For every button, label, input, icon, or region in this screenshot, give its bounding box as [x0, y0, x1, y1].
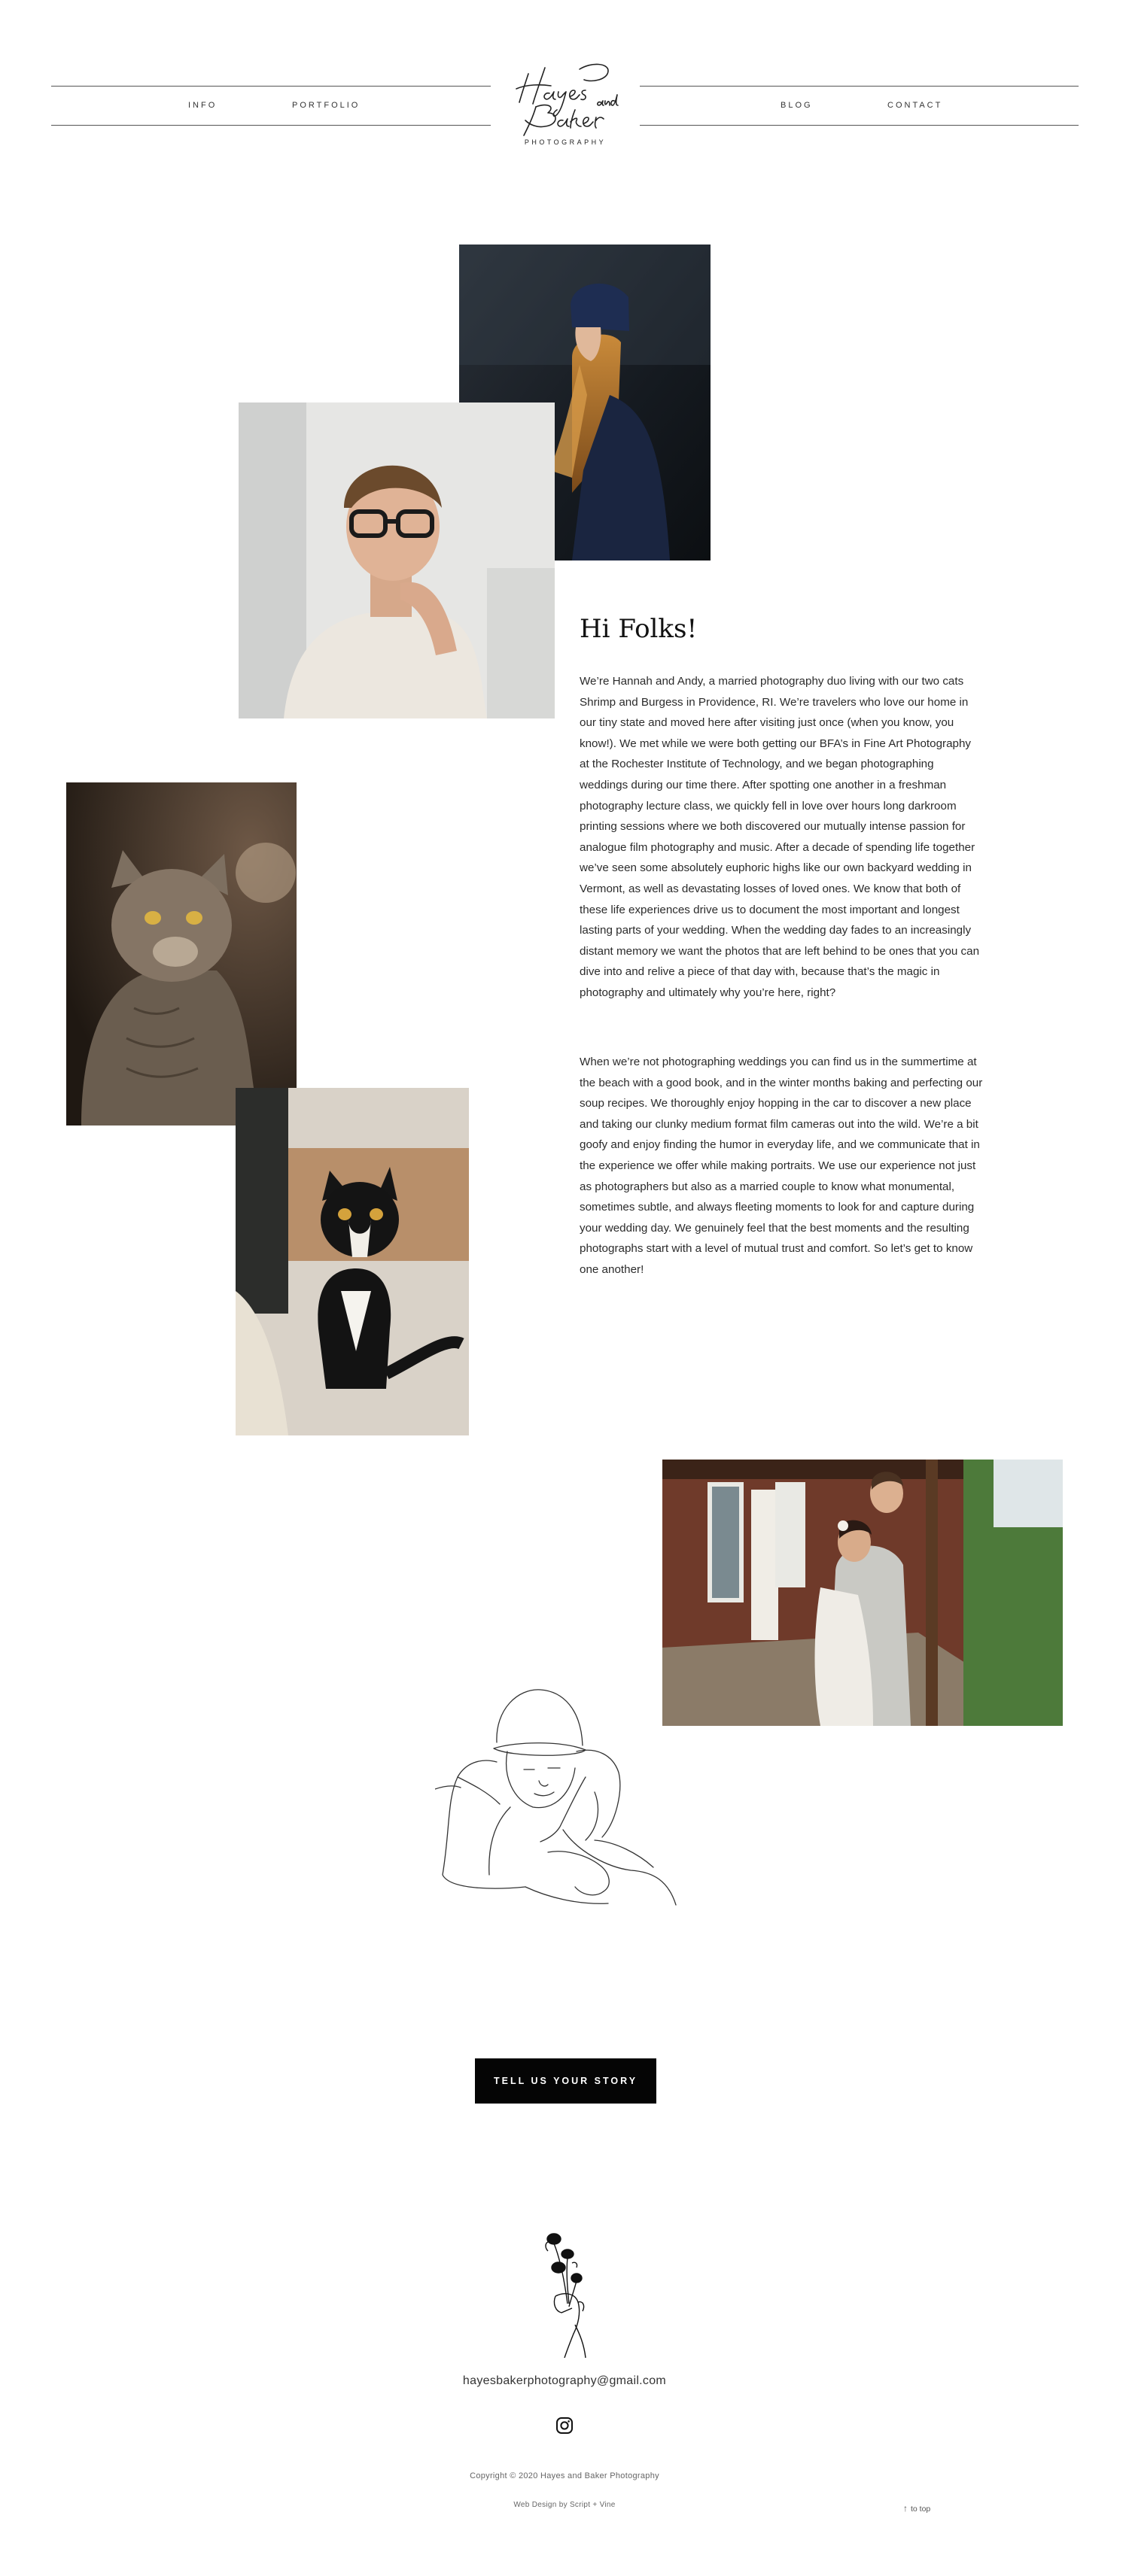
header-rule-right-bottom	[640, 125, 1079, 126]
instagram-icon[interactable]	[555, 2417, 574, 2435]
designer-credit-text[interactable]: Web Design by Script + Vine	[513, 2501, 616, 2509]
arrow-up-icon: ↑	[903, 2503, 908, 2514]
back-to-top-link[interactable]	[903, 2503, 930, 2514]
intro-paragraph-1: We’re Hannah and Andy, a married photography duo living with our two cats Shrimp and Burgess in Providence, RI. We’re travelers who love our home in our tiny state and moved here after visiting just once (when you know, you know!). We met while we were both getting our BFA’s in Fine Art Photography at the Rochester Institute of Technology, and we began photographing weddings during our time there. After spotting one another in a freshman photography lecture class, we quickly fell in love over hours long darkroom printing sessions where we both discovered our mutually intense passion for analogue film photography and music. After a decade of spending life together we’ve seen some absolutely euphoric highs like our own backyard wedding in Vermont, as well as devastating losses of loved ones. We know that both of these life experiences drive us to document the most important and longest lasting parts of your wedding. When the wedding day fades to an increasingly distant memory we want the photos that are left behind to be ones that you can dive into and relive a piece of that day with, because that’s the magic in photography and ultimately why you’re here, right?	[580, 675, 980, 999]
copyright-text: Copyright © 2020 Hayes and Baker Photography	[470, 2471, 659, 2480]
intro-heading: Hi Folks!	[580, 614, 698, 644]
logo-subtitle: PHOTOGRAPHY	[524, 138, 607, 146]
nav-portfolio-link[interactable]: PORTFOLIO	[292, 101, 361, 110]
back-to-top-label: to top	[911, 2505, 931, 2514]
photo-andy-portrait	[239, 402, 555, 718]
intro-paragraph-2: When we’re not photographing weddings you can find us in the summertime at the beach with a good book, and in the winter months baking and perfecting our soup recipes. We thoroughly enjoy hopping in the car to discover a new place and taking our clunky medium format film cameras out into the wild. We’re a bit goofy and enjoy finding the humor in everyday life, and we communicate that in the experience we offer while making portraits. We use our experience not just as photographers but also as a married couple to know what monumental, sometimes subtle, and always fleeting moments to look for and capture during your wedding day. We genuinely feel that the best moments and the resulting photographs start with a level of mutual trust and comfort. So let’s get to know one another!	[580, 1056, 983, 1276]
couple-line-drawing	[435, 1679, 694, 1920]
photo-wedding-couple	[662, 1460, 1063, 1726]
photo-tuxedo-cat	[236, 1088, 469, 1435]
header-rule-left-top	[51, 86, 491, 87]
contact-email-link[interactable]: hayesbakerphotography@gmail.com	[462, 2374, 667, 2387]
nav-info-link[interactable]: INFO	[188, 101, 218, 110]
photo-tabby-cat	[66, 782, 297, 1125]
header-rule-left-bottom	[51, 125, 491, 126]
site-logo[interactable]	[503, 57, 628, 159]
header-rule-right-top	[640, 86, 1079, 87]
tell-us-your-story-button[interactable]: TELL US YOUR STORY	[475, 2058, 656, 2104]
flower-hand-illustration	[537, 2228, 592, 2358]
nav-contact-link[interactable]: CONTACT	[887, 101, 943, 110]
nav-blog-link[interactable]: BLOG	[781, 101, 813, 110]
logo-script-mark	[503, 57, 628, 140]
